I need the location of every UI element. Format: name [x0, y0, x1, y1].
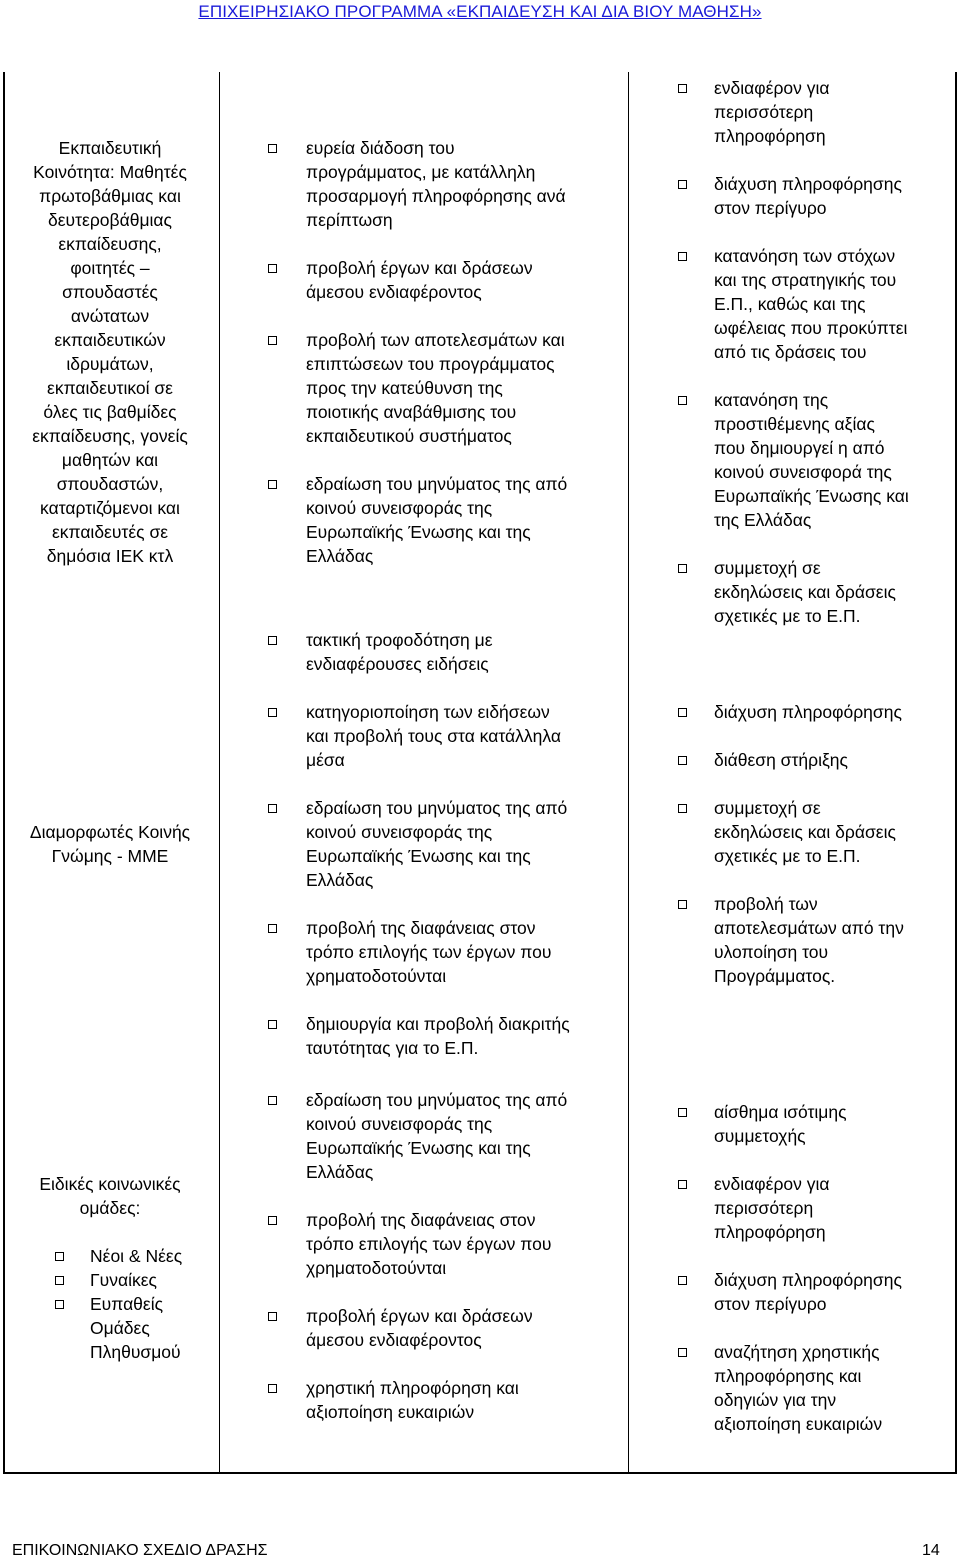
checkbox-bullet-icon	[268, 1216, 277, 1225]
text-line: κοινού συνεισφοράς της	[306, 822, 493, 842]
checkbox-bullet-icon	[268, 1020, 277, 1029]
text-line: Γυναίκες	[90, 1270, 157, 1290]
need-item	[714, 556, 896, 628]
page-header: ΕΠΙΧΕΙΡΗΣΙΑΚΟ ΠΡΟΓΡΑΜΜΑ «ΕΚΠΑΙΔΕΥΣΗ ΚΑΙ ΔΙΑ ΒΙΟΥ ΜΑΘΗΣΗ»	[198, 2, 762, 21]
text-line: αναζήτηση χρηστικής	[714, 1342, 880, 1362]
text-line: κοινού συνεισφοράς της	[306, 1114, 493, 1134]
text-line: της Ελλάδας	[714, 510, 812, 530]
text-line: Ευρωπαϊκής Ένωσης και	[714, 486, 909, 506]
text-line: συμμετοχή σε	[714, 558, 821, 578]
checkbox-bullet-icon	[678, 252, 687, 261]
stakeholder-line: εκπαίδευσης, γονείς	[32, 426, 188, 446]
checkbox-bullet-icon	[268, 636, 277, 645]
text-line: και της στρατηγικής του	[714, 270, 897, 290]
page-number: 14	[922, 1542, 940, 1559]
stakeholder-line: μαθητών και	[61, 450, 159, 470]
checkbox-bullet-icon	[268, 264, 277, 273]
need-item	[714, 1268, 902, 1316]
goal-item	[306, 1208, 551, 1280]
checkbox-bullet-icon	[678, 900, 687, 909]
text-line: κατανόηση της	[714, 390, 829, 410]
text-line: προβολή της διαφάνειας στον	[306, 918, 536, 938]
checkbox-bullet-icon	[678, 1348, 687, 1357]
checkbox-bullet-icon	[268, 804, 277, 813]
stakeholder-line: δευτεροβάθμιας	[48, 210, 172, 230]
need-item	[714, 1172, 830, 1244]
stakeholder-line: εκπαιδευτικοί σε	[47, 378, 173, 398]
text-line: χρηματοδοτούνται	[306, 966, 447, 986]
text-line: διάχυση πληροφόρησης	[714, 174, 902, 194]
need-item	[714, 748, 848, 772]
text-line: Νέοι & Νέες	[90, 1246, 183, 1266]
text-line: πληροφόρηση	[714, 126, 826, 146]
text-line: προβολή της διαφάνειας στον	[306, 1210, 536, 1230]
goal-item	[306, 796, 567, 892]
text-line: προβολή έργων και δράσεων	[306, 1306, 533, 1326]
need-item	[714, 1340, 882, 1436]
text-line: ενδιαφέρουσες ειδήσεις	[306, 654, 489, 674]
text-line: πληροφόρηση	[714, 1222, 826, 1242]
text-line: χρηστική πληροφόρηση και	[306, 1378, 519, 1398]
text-line: προσαρμογή πληροφόρησης ανά	[306, 186, 566, 206]
goal-item	[306, 472, 567, 568]
stakeholder-line: Εκπαιδευτική	[58, 138, 162, 158]
text-line: Ευρωπαϊκής Ένωσης και της	[306, 522, 531, 542]
text-line: ωφέλειας που προκύπτει	[714, 318, 908, 338]
text-line: Ε.Π., καθώς και της	[714, 294, 866, 314]
checkbox-bullet-icon	[268, 708, 277, 717]
subgroup-item	[90, 1268, 157, 1292]
stakeholder-line: ομάδες:	[79, 1198, 141, 1218]
text-line: κοινού συνεισφοράς της	[306, 498, 493, 518]
stakeholder-line: καταρτιζόμενοι και	[40, 498, 180, 518]
stakeholder-line: εκπαιδευτικών	[54, 330, 166, 350]
checkbox-bullet-icon	[268, 1312, 277, 1321]
subgroup-item	[90, 1292, 181, 1364]
text-line: προγράμματος, με κατάλληλη	[306, 162, 536, 182]
table-border-right	[955, 72, 957, 1474]
text-line: τακτική τροφοδότηση με	[306, 630, 493, 650]
checkbox-bullet-icon	[678, 804, 687, 813]
need-item	[714, 892, 904, 988]
text-line: προστιθέμενης αξίας	[714, 414, 875, 434]
text-line: άμεσου ενδιαφέροντος	[306, 282, 482, 302]
checkbox-bullet-icon	[678, 1108, 687, 1117]
text-line: αξιοποίηση ευκαιριών	[306, 1402, 475, 1422]
subgroup-item	[90, 1244, 182, 1268]
column-divider-2	[628, 72, 629, 1474]
text-line: τρόπο επιλογής των έργων που	[306, 942, 552, 962]
goal-item	[306, 1376, 519, 1424]
stakeholder-line: όλες τις βαθμίδες	[43, 402, 177, 422]
stakeholder-cell	[5, 136, 215, 568]
text-line: περίπτωση	[306, 210, 393, 230]
text-line: συμμετοχή σε	[714, 798, 821, 818]
goal-item	[306, 916, 551, 988]
stakeholder-line: σπουδαστές	[62, 282, 158, 302]
text-line: εδραίωση του μηνύματος της από	[306, 1090, 568, 1110]
text-line: σχετικές με το Ε.Π.	[714, 846, 861, 866]
stakeholder-cell	[5, 820, 215, 868]
text-line: ταυτότητας για το Ε.Π.	[306, 1038, 479, 1058]
checkbox-bullet-icon	[678, 708, 687, 717]
text-line: ενδιαφέρον για	[714, 78, 830, 98]
text-line: Ευρωπαϊκής Ένωσης και της	[306, 846, 531, 866]
goal-item	[306, 700, 561, 772]
text-line: που δημιουργεί η από	[714, 438, 885, 458]
stakeholder-line: ιδρυμάτων,	[66, 354, 154, 374]
text-line: σχετικές με το Ε.Π.	[714, 606, 861, 626]
text-line: Ευρωπαϊκής Ένωσης και της	[306, 1138, 531, 1158]
stakeholder-line: εκπαιδευτές σε	[51, 522, 169, 542]
text-line: εκπαιδευτικού συστήματος	[306, 426, 512, 446]
text-line: χρηματοδοτούνται	[306, 1258, 447, 1278]
text-line: ενδιαφέρον για	[714, 1174, 830, 1194]
checkbox-bullet-icon	[55, 1276, 64, 1285]
text-line: διάθεση στήριξης	[714, 750, 848, 770]
goal-item	[306, 136, 566, 232]
text-line: στον περίγυρο	[714, 198, 827, 218]
footer-title: ΕΠΙΚΟΙΝΩΝΙΑΚΟ ΣΧΕΔΙΟ ΔΡΑΣΗΣ	[12, 1542, 268, 1559]
checkbox-bullet-icon	[268, 1384, 277, 1393]
need-item	[714, 76, 830, 148]
checkbox-bullet-icon	[268, 924, 277, 933]
text-line: Προγράμματος.	[714, 966, 836, 986]
stakeholder-line: Γνώμης - ΜΜΕ	[51, 846, 169, 866]
checkbox-bullet-icon	[268, 1096, 277, 1105]
text-line: περισσότερη	[714, 1198, 814, 1218]
stakeholder-line: ανώτατων	[70, 306, 150, 326]
text-line: κοινού συνεισφορά της	[714, 462, 892, 482]
need-item	[714, 172, 902, 220]
text-line: πληροφόρησης και	[714, 1366, 862, 1386]
need-item	[714, 700, 902, 724]
goal-item	[306, 1304, 533, 1352]
text-line: οδηγιών για την	[714, 1390, 837, 1410]
text-line: μέσα	[306, 750, 345, 770]
text-line: εκδηλώσεις και δράσεις	[714, 822, 896, 842]
text-line: στον περίγυρο	[714, 1294, 827, 1314]
text-line: συμμετοχής	[714, 1126, 806, 1146]
goal-item	[306, 328, 565, 448]
text-line: υλοποίηση του	[714, 942, 829, 962]
goal-item	[306, 628, 493, 676]
stakeholder-line: δημόσια ΙΕΚ κτλ	[46, 546, 174, 566]
text-line: Ελλάδας	[306, 1162, 374, 1182]
text-line: διάχυση πληροφόρησης	[714, 1270, 902, 1290]
stakeholder-line: σπουδαστών,	[56, 474, 164, 494]
table-border-bottom	[3, 1472, 957, 1474]
need-item	[714, 1100, 847, 1148]
text-line: Ομάδες	[90, 1318, 150, 1338]
column-divider-1	[219, 72, 220, 1474]
stakeholder-line: Κοινότητα: Μαθητές	[33, 162, 187, 182]
text-line: τρόπο επιλογής των έργων που	[306, 1234, 552, 1254]
text-line: επιπτώσεων του προγράμματος	[306, 354, 555, 374]
text-line: Ελλάδας	[306, 870, 374, 890]
checkbox-bullet-icon	[678, 396, 687, 405]
text-line: δημιουργία και προβολή διακριτής	[306, 1014, 570, 1034]
text-line: εκδηλώσεις και δράσεις	[714, 582, 896, 602]
checkbox-bullet-icon	[268, 336, 277, 345]
stakeholder-line: εκπαίδευσης,	[58, 234, 162, 254]
text-line: κατανόηση των στόχων	[714, 246, 896, 266]
goal-item	[306, 256, 533, 304]
text-line: περισσότερη	[714, 102, 814, 122]
text-line: διάχυση πληροφόρησης	[714, 702, 902, 722]
checkbox-bullet-icon	[268, 144, 277, 153]
text-line: άμεσου ενδιαφέροντος	[306, 1330, 482, 1350]
checkbox-bullet-icon	[678, 756, 687, 765]
checkbox-bullet-icon	[678, 180, 687, 189]
checkbox-bullet-icon	[678, 1276, 687, 1285]
checkbox-bullet-icon	[55, 1252, 64, 1261]
goal-item	[306, 1088, 567, 1184]
text-line: ποιοτικής αναβάθμισης του	[306, 402, 517, 422]
text-line: προβολή των	[714, 894, 818, 914]
text-line: προς την κατεύθυνση της	[306, 378, 503, 398]
text-line: προβολή έργων και δράσεων	[306, 258, 533, 278]
checkbox-bullet-icon	[268, 480, 277, 489]
need-item	[714, 796, 896, 868]
checkbox-bullet-icon	[678, 1180, 687, 1189]
text-line: Πληθυσμού	[90, 1342, 181, 1362]
text-line: εδραίωση του μηνύματος της από	[306, 474, 568, 494]
text-line: και προβολή τους στα κατάλληλα	[306, 726, 561, 746]
text-line: από τις δράσεις του	[714, 342, 867, 362]
text-line: Ελλάδας	[306, 546, 374, 566]
text-line: εδραίωση του μηνύματος της από	[306, 798, 568, 818]
checkbox-bullet-icon	[55, 1300, 64, 1309]
stakeholder-line: πρωτοβάθμιας και	[39, 186, 181, 206]
need-item	[714, 244, 907, 364]
stakeholder-line: Διαμορφωτές Κοινής	[29, 822, 191, 842]
text-line: αποτελεσμάτων από την	[714, 918, 904, 938]
stakeholder-line: φοιτητές –	[70, 258, 150, 278]
stakeholder-cell	[5, 1172, 215, 1220]
text-line: Ευπαθείς	[90, 1294, 164, 1314]
need-item	[714, 388, 909, 532]
text-line: προβολή των αποτελεσμάτων και	[306, 330, 565, 350]
stakeholder-line: Ειδικές κοινωνικές	[39, 1174, 181, 1194]
goal-item	[306, 1012, 570, 1060]
checkbox-bullet-icon	[678, 84, 687, 93]
checkbox-bullet-icon	[678, 564, 687, 573]
text-line: ευρεία διάδοση του	[306, 138, 455, 158]
text-line: κατηγοριοποίηση των ειδήσεων	[306, 702, 550, 722]
text-line: αξιοποίηση ευκαιριών	[714, 1414, 883, 1434]
text-line: αίσθημα ισότιμης	[714, 1102, 847, 1122]
